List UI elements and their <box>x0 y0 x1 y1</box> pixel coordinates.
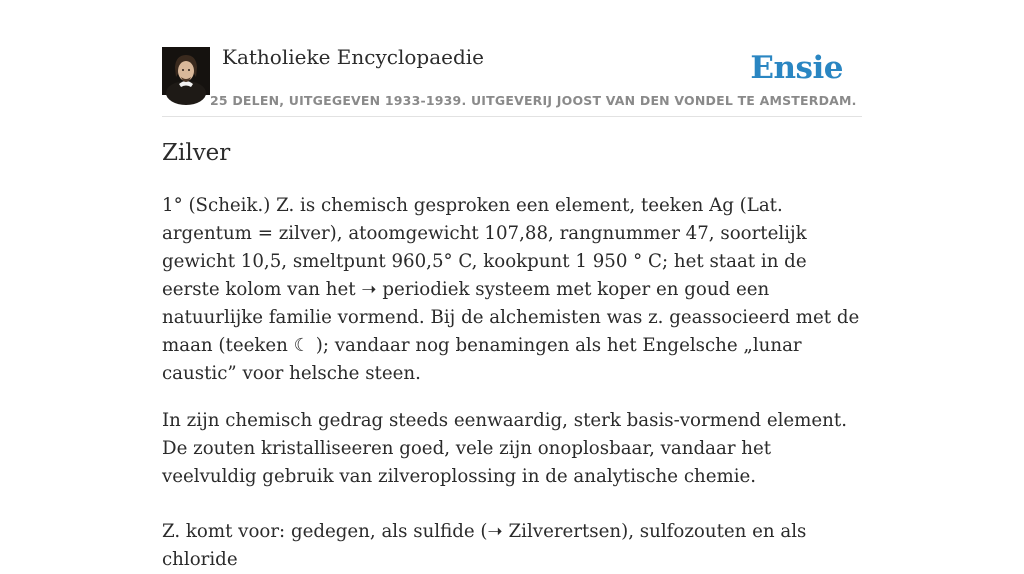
portrait-avatar-icon[interactable] <box>162 47 210 95</box>
site-title[interactable]: Katholieke Encyclopaedie <box>222 45 484 69</box>
ensie-logo-link[interactable]: Ensie <box>750 50 843 86</box>
paragraph-text: Z. komt voor: gedegen, als sulfide ( <box>162 521 488 542</box>
paragraph-text: met koper en goud een natuurlijke familie vormend. Bij de alchemisten was z. geassocieerd met de maan (teeken ☾ ); vandaar nog benamingen als het Engelsche „lunar caustic” voor helsche steen. <box>162 279 860 384</box>
paragraph-text: ), sulfozouten en als chloride <box>162 521 807 570</box>
site-subtitle: 25 DELEN, UITGEGEVEN 1933-1939. UITGEVERIJ JOOST VAN DEN VONDEL TE AMSTERDAM. <box>210 93 857 108</box>
link-zilverertsen[interactable]: ➝ Zilverertsen <box>487 521 622 542</box>
paragraph-text: 1° (Scheik.) Z. is chemisch gesproken een element, teeken Ag (Lat. argentum = zilver), atoomgewicht 107,88, rangnummer 47, soortelijk gewicht 10,5, smeltpunt 960,5° C, kookpunt 1 950 ° C; het staat in de eerste kolom van het <box>162 195 807 300</box>
site-header <box>162 0 862 117</box>
link-periodiek-systeem[interactable]: ➝ periodiek systeem <box>361 279 551 300</box>
article-paragraph-3 <box>162 518 862 574</box>
article-body <box>162 192 862 574</box>
article-paragraph-2: In zijn chemisch gedrag steeds eenwaardig, sterk basis-vormend element. De zouten kristalliseeren goed, vele zijn onoplosbaar, vandaar het veelvuldig gebruik van zilveroplossing in de analytische chemie. <box>162 410 847 487</box>
article-paragraph-1 <box>162 192 862 388</box>
page <box>162 0 862 570</box>
article-title: Zilver <box>162 140 231 166</box>
